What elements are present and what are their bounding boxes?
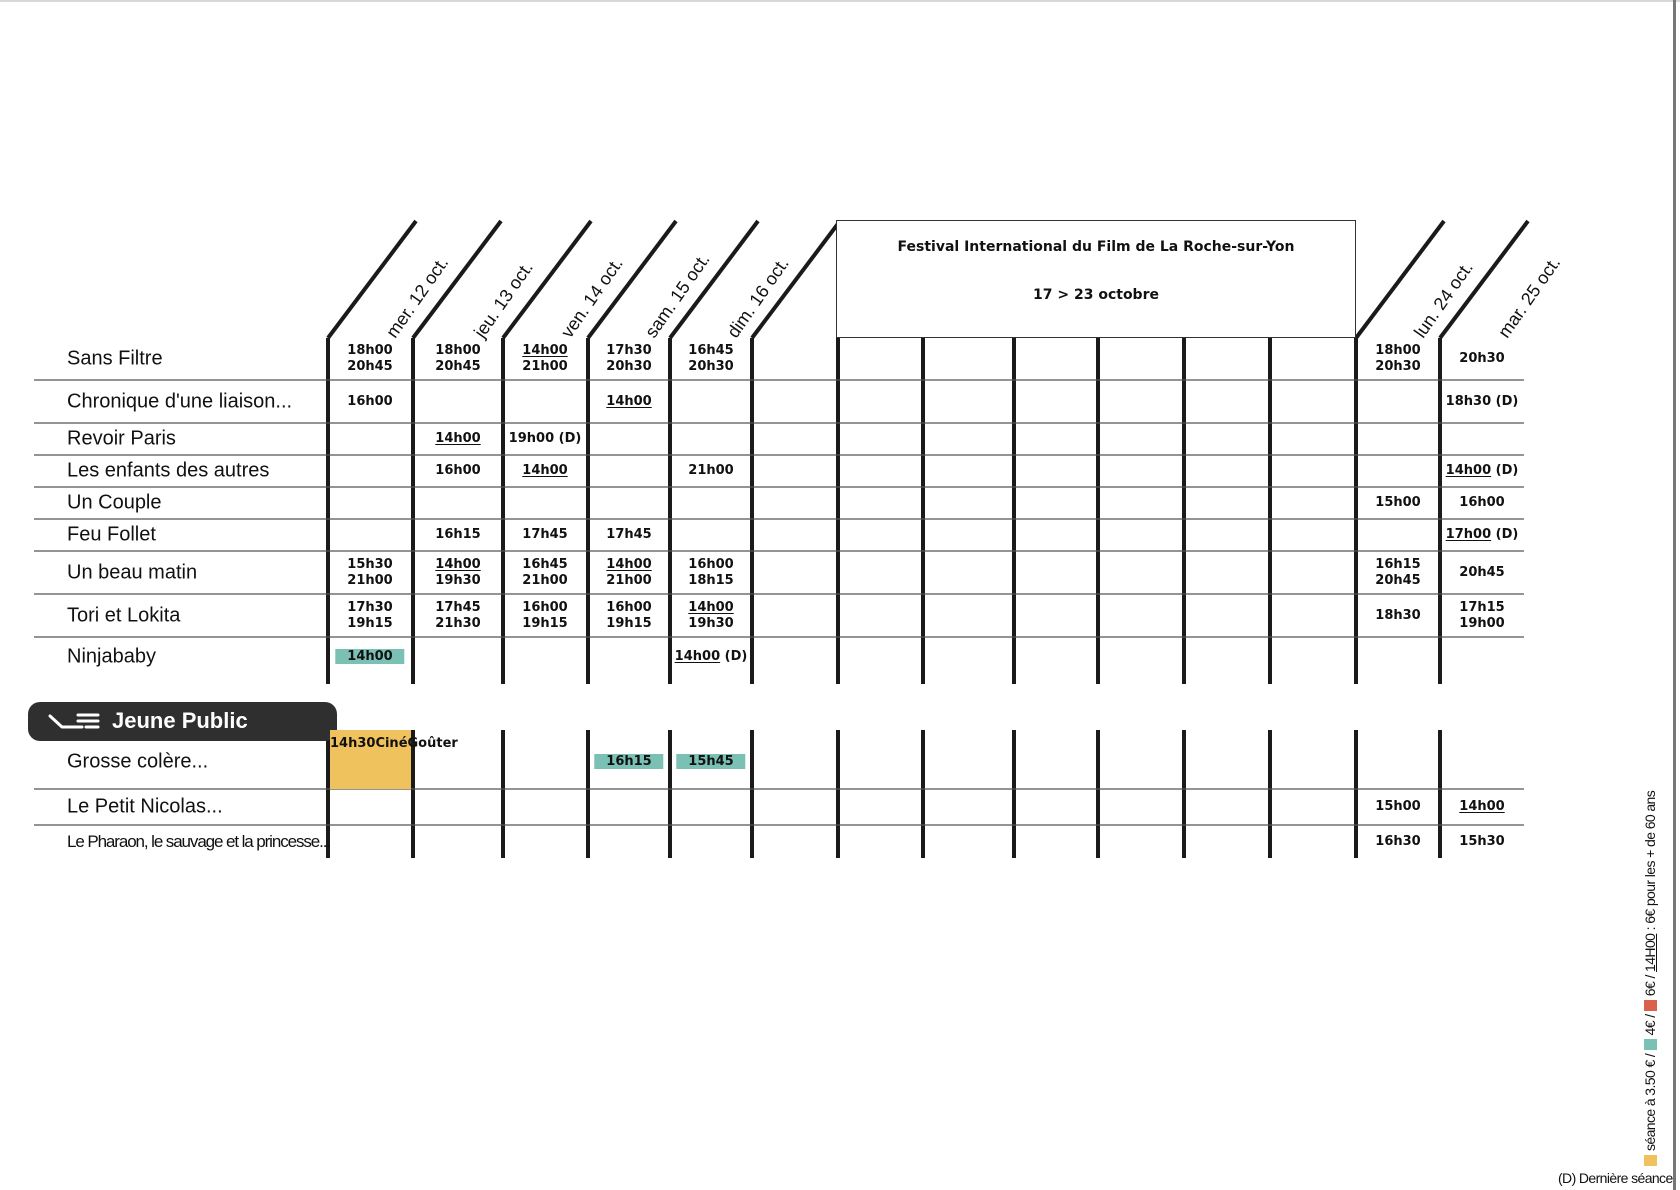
jeune-public-banner — [28, 702, 337, 741]
session-time: 21h00 — [522, 359, 568, 374]
film-title: Chronique d'une liaison... — [67, 390, 293, 412]
tray-lines-icon — [48, 710, 102, 732]
date-label: lun. 24 oct. — [1410, 257, 1477, 342]
session-time: 19h15 — [522, 615, 568, 631]
session-time: 14h00 — [606, 393, 652, 409]
film-title: Ninjababy — [67, 645, 156, 667]
film-title: Un beau matin — [67, 561, 198, 583]
session-cell — [435, 431, 480, 447]
session-time: 21h00 — [688, 463, 734, 478]
session-cell — [1446, 463, 1519, 479]
session-cell — [522, 600, 567, 632]
session-cell — [1375, 343, 1420, 375]
session-cell — [347, 394, 392, 410]
last-session-note: (D) Dernière séance — [1558, 1170, 1673, 1186]
session-time: 14h30CinéGoûter — [330, 736, 458, 751]
session-time: 20h30 — [1375, 359, 1421, 374]
session-cell — [606, 557, 651, 589]
session-cell — [675, 649, 748, 665]
session-cell — [1459, 565, 1504, 581]
session-time: 15h00 — [1375, 495, 1421, 510]
session-cell — [347, 557, 392, 589]
session-time: 17h45 — [522, 527, 568, 542]
session-time: 19h30 — [435, 572, 481, 588]
session-time: 19h00 (D) — [508, 431, 582, 446]
session-time: 17h45 — [435, 599, 481, 615]
session-time: 16h00 — [1459, 495, 1505, 510]
session-time: 16h00 — [688, 556, 734, 572]
session-time: 18h00 — [1375, 343, 1421, 358]
session-time: 20h45 — [1459, 564, 1505, 580]
legend-underline-sample: 14H00 — [1642, 933, 1658, 972]
film-title: Un Couple — [67, 491, 162, 514]
session-time: 21h00 — [522, 572, 568, 588]
session-cell — [435, 557, 480, 589]
festival-dates: 17 > 23 octobre — [1033, 287, 1159, 303]
teal-swatch — [1644, 1039, 1657, 1050]
session-time: 21h00 — [606, 572, 652, 588]
session-cell — [347, 600, 392, 632]
session-time: 17h30 — [347, 599, 393, 615]
session-cell — [606, 600, 651, 632]
session-cell — [435, 343, 480, 375]
session-cell — [522, 557, 567, 589]
festival-box — [836, 220, 1356, 338]
session-time: 20h45 — [435, 359, 481, 374]
session-time: 18h00 — [347, 343, 393, 358]
session-cell — [688, 463, 733, 479]
session-time: 16h15 — [594, 754, 663, 770]
session-time: 19h00 — [1459, 615, 1505, 631]
session-time: 14h00 — [435, 431, 481, 446]
session-cell — [606, 343, 651, 375]
session-cell — [676, 754, 745, 770]
date-label: dim. 16 oct. — [723, 253, 793, 342]
session-cell — [1446, 394, 1519, 410]
legend-separator: / — [1642, 975, 1658, 979]
session-time: 14h00 — [1459, 799, 1505, 814]
session-time: 18h30 — [1375, 607, 1421, 623]
price-legend — [1642, 791, 1658, 1166]
session-time: 16h15 — [435, 527, 481, 542]
date-label: mar. 25 oct. — [1494, 252, 1565, 342]
date-label: sam. 15 oct. — [641, 249, 714, 342]
session-cell — [1459, 351, 1504, 367]
session-cell — [509, 431, 582, 447]
session-time: 15h45 — [676, 754, 745, 770]
session-cell — [335, 649, 404, 665]
film-title: Grosse colère... — [67, 750, 209, 772]
film-title: Feu Follet — [67, 523, 156, 546]
session-time: 20h45 — [347, 359, 393, 374]
legend-underline-text: : 6€ pour les + de 60 ans — [1642, 790, 1658, 931]
legend-separator: / — [1642, 1014, 1658, 1018]
session-cell — [1375, 495, 1420, 511]
yellow-swatch — [1644, 1155, 1657, 1166]
session-cell — [606, 394, 651, 410]
session-time: 16h00 — [347, 393, 393, 409]
session-time: 16h30 — [1375, 833, 1421, 849]
film-title: Revoir Paris — [67, 427, 176, 450]
session-time: 14h00 — [335, 649, 404, 665]
session-time: 14h00 — [522, 463, 568, 478]
session-cell — [1375, 834, 1420, 850]
session-cell — [435, 600, 480, 632]
session-time: 17h45 — [606, 527, 652, 542]
session-cell — [347, 343, 392, 375]
session-cell — [1375, 557, 1420, 589]
session-time: 20h30 — [606, 359, 652, 374]
legend-separator: / — [1642, 1053, 1658, 1058]
session-time: 14h00 — [522, 343, 568, 358]
session-time: 17h30 — [606, 343, 652, 358]
film-title: Le Petit Nicolas... — [67, 795, 223, 818]
session-time: 19h15 — [347, 615, 393, 631]
session-time: 20h30 — [688, 359, 734, 374]
session-time: 18h30 (D) — [1445, 393, 1519, 409]
date-label: mer. 12 oct. — [382, 252, 453, 342]
legend-red-text: 6€ — [1642, 981, 1658, 997]
film-title: Tori et Lokita — [67, 604, 181, 626]
session-time: 20h30 — [1459, 351, 1505, 366]
session-cell — [1459, 799, 1504, 815]
session-time: 14h00 — [606, 556, 652, 572]
session-cell — [594, 754, 663, 770]
session-cell — [1375, 608, 1420, 624]
session-time: 14h00 (D) — [1445, 463, 1519, 478]
session-time: 14h00 (D) — [674, 648, 748, 664]
legend-yellow-text: séance à 3.50 € — [1642, 1060, 1658, 1151]
red-swatch — [1644, 1000, 1657, 1011]
session-cell — [688, 343, 733, 375]
session-time: 14h00 — [688, 599, 734, 615]
session-cell — [1459, 600, 1504, 632]
session-time: 20h45 — [1375, 572, 1421, 588]
session-cell — [688, 557, 733, 589]
session-time: 14h00 — [435, 556, 481, 572]
legend-teal-text: 4€ — [1642, 1021, 1658, 1036]
session-cell — [522, 463, 567, 479]
session-cell — [522, 343, 567, 375]
date-label: ven. 14 oct. — [557, 253, 627, 342]
jeune-public-label: Jeune Public — [112, 708, 248, 733]
session-time: 16h00 — [606, 599, 652, 615]
session-cell — [435, 527, 480, 543]
session-cell — [606, 527, 651, 543]
session-time: 18h00 — [435, 343, 481, 358]
session-cell — [1375, 799, 1420, 815]
session-time: 21h30 — [435, 615, 481, 631]
session-time: 17h00 (D) — [1445, 527, 1519, 542]
session-time: 15h30 — [1459, 833, 1505, 849]
session-time: 17h15 — [1459, 599, 1505, 615]
film-title: Les enfants des autres — [67, 459, 270, 482]
session-cell — [1459, 495, 1504, 511]
session-cell — [688, 600, 733, 632]
session-time: 15h30 — [347, 556, 393, 572]
film-title: Sans Filtre — [67, 347, 163, 370]
date-label: jeu. 13 oct. — [470, 257, 537, 342]
session-time: 16h45 — [688, 343, 734, 358]
festival-name: Festival International du Film de La Roche-sur-Yon — [897, 239, 1295, 255]
session-time: 16h00 — [435, 463, 481, 478]
session-time: 16h15 — [1375, 556, 1421, 572]
session-time: 16h45 — [522, 556, 568, 572]
session-time: 18h15 — [688, 572, 734, 588]
session-cell — [1459, 834, 1504, 850]
film-title: Le Pharaon, le sauvage et la princesse... — [67, 831, 330, 851]
session-cell — [435, 463, 480, 479]
session-time: 15h00 — [1375, 799, 1421, 814]
session-time: 19h30 — [688, 615, 734, 631]
session-time: 21h00 — [347, 572, 393, 588]
session-cell — [522, 527, 567, 543]
session-time: 19h15 — [606, 615, 652, 631]
session-time: 16h00 — [522, 599, 568, 615]
session-cell — [1446, 527, 1519, 543]
